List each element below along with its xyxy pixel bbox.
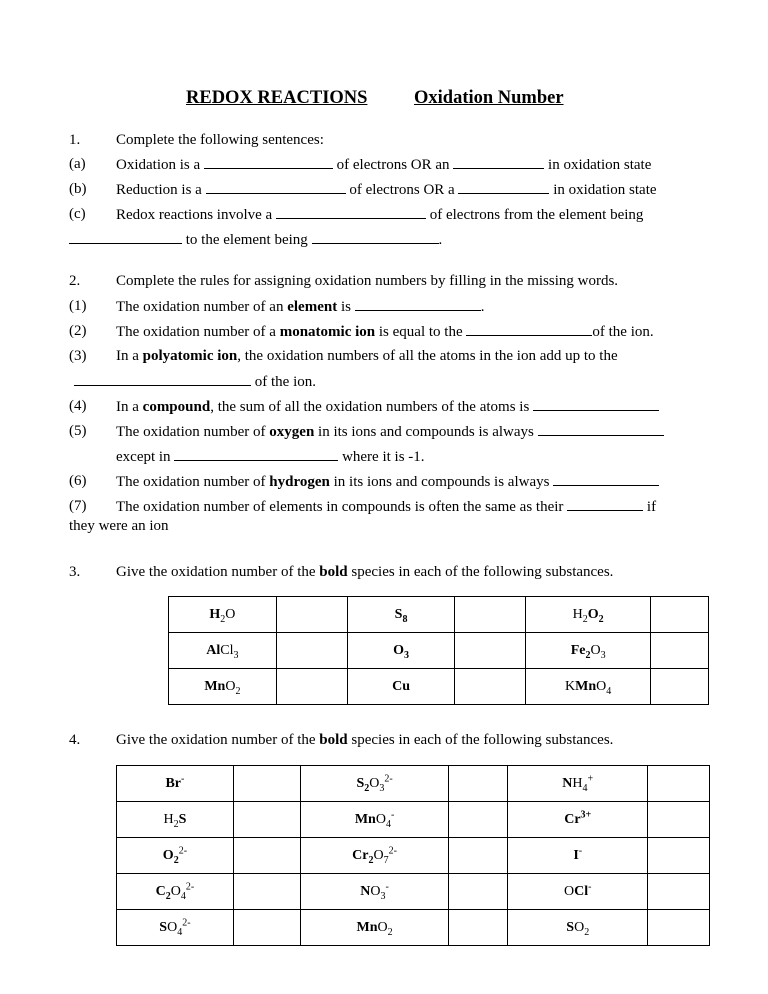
- q4-formula-cell: $NO_3^-$: [300, 874, 449, 910]
- q1b-text: Reduction is a of electrons OR a in oxidation state: [116, 182, 657, 198]
- q4-formula-cell: MnO$_4$-: [300, 802, 449, 838]
- q1c-text-line2: to the element being .: [69, 230, 442, 249]
- q4-formula-cell: $Cr^{3+}$: [508, 802, 648, 838]
- q4-formula-cell: Br-: [117, 766, 234, 802]
- q2-r1-text: The oxidation number of an element is .: [116, 299, 485, 315]
- q4-formula-cell: $S_2O_3^{2-}$: [300, 766, 449, 802]
- q4-formula-cell: I-: [508, 838, 648, 874]
- q4-row: [117, 802, 710, 838]
- q3-answer-cell[interactable]: [276, 597, 347, 633]
- q3-formula-cell: $H_2O$: [169, 597, 277, 633]
- title-part2: Oxidation Number: [414, 88, 564, 108]
- q1b-label: (b): [69, 181, 87, 197]
- q2-r5-label: (5): [69, 423, 87, 439]
- q3-answer-cell[interactable]: [651, 633, 709, 669]
- q3-answer-cell[interactable]: [276, 669, 347, 705]
- q1c-blank-3[interactable]: [312, 230, 439, 244]
- q4-formula-cell: MnO$_2$: [300, 910, 449, 946]
- q2-r3-label: (3): [69, 348, 87, 364]
- q4-formula-cell: $H_2S$: [117, 802, 234, 838]
- q4-formula-cell: $NH_4^+$: [508, 766, 648, 802]
- q1a-blank-1[interactable]: [204, 155, 333, 169]
- q2-number: 2.: [69, 273, 81, 289]
- q2-r5-text: The oxidation number of oxygen in its ions and compounds is always: [116, 422, 664, 441]
- q2-r1-blank[interactable]: [355, 297, 481, 311]
- q4-answer-cell[interactable]: [648, 910, 710, 946]
- q3-number: 3.: [69, 564, 81, 580]
- q2-r2-blank[interactable]: [466, 322, 592, 336]
- q3-answer-cell[interactable]: [651, 669, 709, 705]
- q2-r6-label: (6): [69, 473, 87, 489]
- q2-r3-text-line2: of the ion.: [74, 372, 316, 391]
- q4-formula-cell: $C_2O_4^{2-}$: [117, 874, 234, 910]
- q4-answer-cell[interactable]: [233, 766, 300, 802]
- q4-formula-cell: $Cr_2O_7^{2-}$: [300, 838, 449, 874]
- q2-r1-label: (1): [69, 298, 87, 314]
- q2-r4-text: In a compound, the sum of all the oxidation numbers of the atoms is: [116, 397, 659, 416]
- q1a-blank-2[interactable]: [453, 155, 544, 169]
- q4-row: [117, 874, 710, 910]
- q4-formula-cell: $SO_4^{2-}$: [117, 910, 234, 946]
- q2-r2-label: (2): [69, 323, 87, 339]
- q4-formula-cell: OCl-: [508, 874, 648, 910]
- q2-r7-text-line2: they were an ion: [69, 518, 169, 534]
- q2-r5-blank-2[interactable]: [174, 447, 338, 461]
- q2-r6-text: The oxidation number of hydrogen in its ions and compounds is always: [116, 472, 659, 491]
- q2-r3-blank[interactable]: [74, 372, 251, 386]
- q2-prompt: Complete the rules for assigning oxidation numbers by filling in the missing words.: [116, 273, 619, 289]
- q4-formula-cell: $SO_2$: [508, 910, 648, 946]
- q1c-blank-1[interactable]: [276, 205, 426, 219]
- q4-answer-cell[interactable]: [233, 874, 300, 910]
- q4-answer-cell[interactable]: [233, 910, 300, 946]
- q3-formula-cell: Cu: [347, 669, 455, 705]
- q1b-blank-2[interactable]: [458, 180, 549, 194]
- q4-answer-cell[interactable]: [449, 838, 508, 874]
- q3-row: [169, 633, 709, 669]
- q1-number: 1.: [69, 132, 81, 148]
- q3-answer-cell[interactable]: [455, 669, 526, 705]
- q4-answer-cell[interactable]: [449, 802, 508, 838]
- q4-prompt: Give the oxidation number of the bold species in each of the following substances.: [116, 732, 614, 748]
- q3-formula-cell: $Fe_2O_3$: [526, 633, 651, 669]
- q2-r2-text: The oxidation number of a monatomic ion is equal to the of the ion.: [116, 324, 654, 340]
- q2-r6-blank[interactable]: [553, 472, 659, 486]
- q1a-label: (a): [69, 156, 86, 172]
- q4-row: [117, 838, 710, 874]
- q4-answer-cell[interactable]: [449, 910, 508, 946]
- q4-answer-cell[interactable]: [648, 766, 710, 802]
- q1c-text: Redox reactions involve a of electrons from the element being: [116, 207, 644, 223]
- q2-r5-text-line2: except in where it is -1.: [116, 449, 425, 465]
- q4-number: 4.: [69, 732, 81, 748]
- q3-table: [168, 596, 709, 705]
- q2-r7-text: The oxidation number of elements in compounds is often the same as their if: [116, 499, 657, 515]
- q2-r5-blank-1[interactable]: [538, 422, 664, 436]
- q4-answer-cell[interactable]: [233, 838, 300, 874]
- q3-formula-cell: $H_2O_2$: [526, 597, 651, 633]
- q2-r4-blank[interactable]: [533, 397, 659, 411]
- q1c-blank-2[interactable]: [69, 230, 182, 244]
- q4-answer-cell[interactable]: [233, 802, 300, 838]
- q1-prompt: Complete the following sentences:: [116, 132, 324, 148]
- q2-r7-label: (7): [69, 498, 87, 514]
- page-title: [186, 89, 367, 107]
- q3-formula-cell: $O_3$: [347, 633, 455, 669]
- q4-row: [117, 910, 710, 946]
- q3-formula-cell: MnO$_2$: [169, 669, 277, 705]
- q1b-blank-1[interactable]: [206, 180, 346, 194]
- q3-answer-cell[interactable]: [455, 633, 526, 669]
- q1c-label: (c): [69, 206, 86, 222]
- q3-formula-cell: AlCl$_3$: [169, 633, 277, 669]
- q3-prompt: Give the oxidation number of the bold species in each of the following substances.: [116, 564, 614, 580]
- q2-r7-blank[interactable]: [567, 497, 643, 511]
- q3-row: [169, 669, 709, 705]
- q3-formula-cell: KMnO$_4$: [526, 669, 651, 705]
- q3-formula-cell: $S_8$: [347, 597, 455, 633]
- q4-answer-cell[interactable]: [648, 838, 710, 874]
- page-subtitle: [414, 89, 564, 107]
- q4-answer-cell[interactable]: [449, 874, 508, 910]
- title-part1: REDOX REACTIONS: [186, 88, 368, 108]
- q4-answer-cell[interactable]: [449, 766, 508, 802]
- q3-answer-cell[interactable]: [651, 597, 709, 633]
- q4-table: [116, 765, 710, 946]
- q2-r4-label: (4): [69, 398, 87, 414]
- q3-answer-cell[interactable]: [455, 597, 526, 633]
- q3-answer-cell[interactable]: [276, 633, 347, 669]
- q4-answer-cell[interactable]: [648, 874, 710, 910]
- q2-r3-text: In a polyatomic ion, the oxidation numbers of all the atoms in the ion add up to the: [116, 348, 618, 364]
- q1a-text: Oxidation is a of electrons OR an in oxidation state: [116, 157, 652, 173]
- q4-answer-cell[interactable]: [648, 802, 710, 838]
- q4-formula-cell: $O_2^{2-}$: [117, 838, 234, 874]
- q4-row: [117, 766, 710, 802]
- q3-row: [169, 597, 709, 633]
